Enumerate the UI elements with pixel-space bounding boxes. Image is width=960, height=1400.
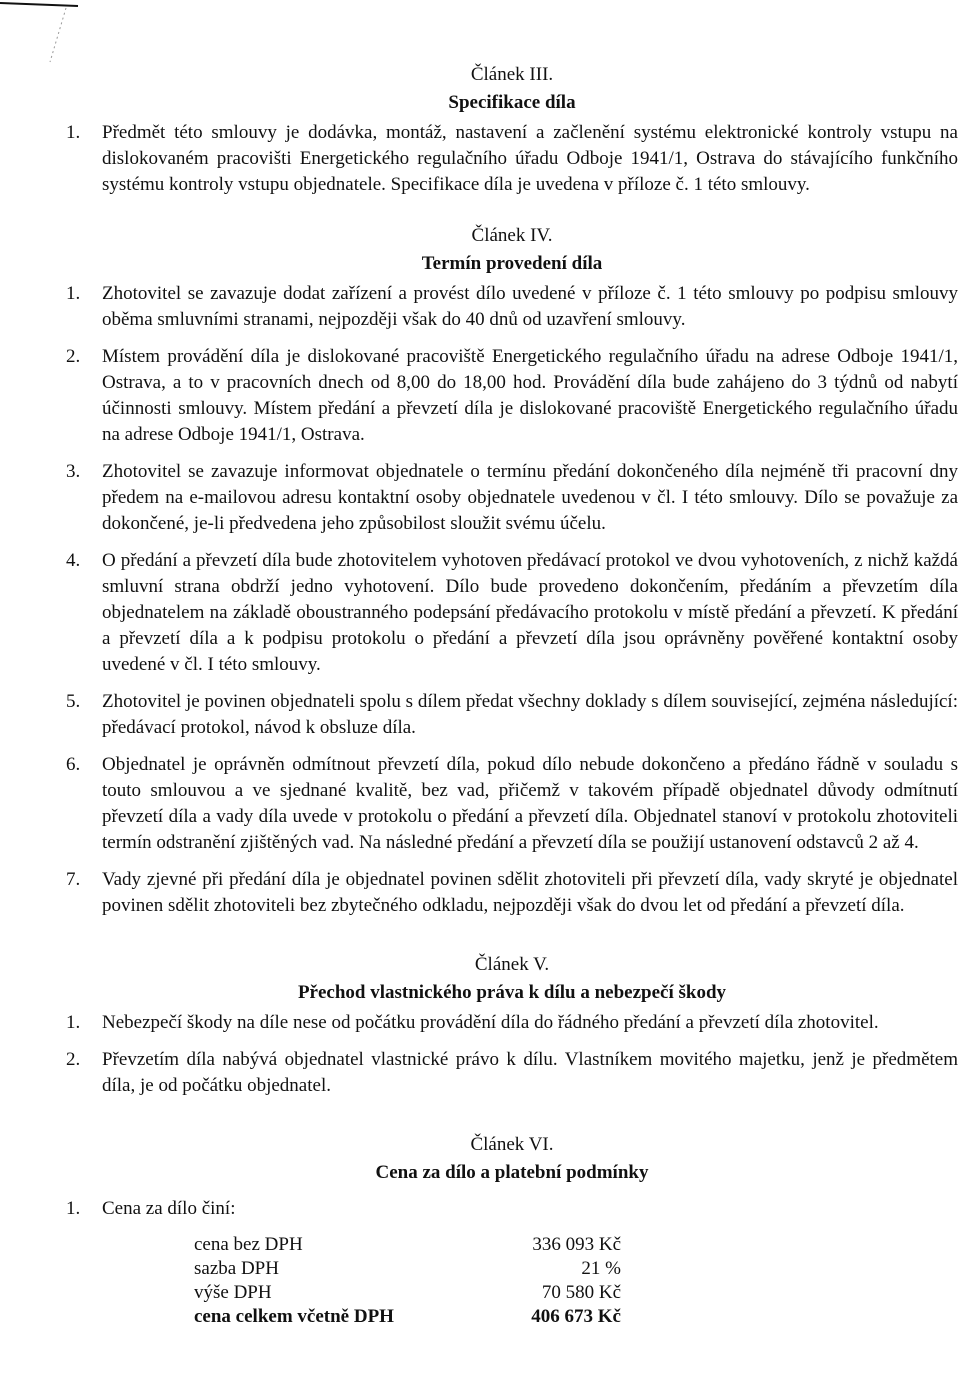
article-number: Článek IV. bbox=[471, 225, 553, 246]
clause bbox=[66, 689, 958, 741]
clause-number: 1. bbox=[66, 1198, 81, 1219]
clause-text: O předání a převzetí díla bude zhotovitelem vyhotoven předávací protokol ve dvou vyhotoveních, z nichž každá smluvní strana obdrží jedno vyhotovení. Dílo bude provedeno dokončením, předáním a převzetím díla objednatelem na základě oboustranného podepsání předávacího protokolu v místě předání a převzetí. K předání a převzetí díla a k podpisu protokolu o předání a převzetí díla jsou oprávněny pověřené kontaktní osoby uvedené v čl. I této smlouvy. bbox=[102, 550, 958, 675]
clause bbox=[66, 281, 958, 333]
clause-number: 1. bbox=[66, 1012, 81, 1033]
article-3 bbox=[66, 62, 958, 198]
article-6 bbox=[66, 1132, 958, 1329]
article-number: Článek VI. bbox=[470, 1134, 554, 1155]
clause-text: Objednatel je oprávněn odmítnout převzetí díla, pokud dílo nebude dokončeno a předáno řádně v souladu s touto smlouvou a ve sjednané kvalitě, bez vad, přičemž v takovém případě objednatel důvody odmítnutí převzetí díla a vady díla uvede v protokolu o předání a převzetí díla. Objednatel stanoví v protokolu zhotoviteli termín odstranění zjištěných vad. Na následné předání a převzetí díla se použijí ustanovení odstavců 2 až 4. bbox=[102, 754, 958, 853]
document-page bbox=[66, 62, 958, 1329]
clause-text: Převzetím díla nabývá objednatel vlastnické právo k dílu. Vlastníkem movitého majetku, jenž je předmětem díla, je od počátku objednatel. bbox=[102, 1049, 958, 1096]
clause bbox=[66, 867, 958, 919]
clause-text: Místem provádění díla je dislokované pracoviště Energetického regulačního úřadu na adrese Odboje 1941/1, Ostrava, a to v pracovních dnech od 8,00 do 18,00 hod. Provádění díla bude zahájeno do 3 týdnů od nabytí účinnosti smlouvy. Místem předání a převzetí díla je dislokované pracoviště Energetického regulačního úřadu na adrese Odboje 1941/1, Ostrava. bbox=[102, 346, 958, 445]
price-value: 336 093 Kč bbox=[532, 1234, 621, 1255]
clause-number: 2. bbox=[66, 1049, 81, 1070]
price-table bbox=[194, 1233, 621, 1329]
clause-number: 3. bbox=[66, 461, 81, 482]
price-total-row bbox=[194, 1305, 621, 1329]
clause-text: Zhotovitel se zavazuje informovat objednatele o termínu předání dokončeného díla nejméně tři pracovní dny předem na e-mailovou adresu kontaktní osoby objednatele uvedenou v čl. I této smlouvy. Dílo se považuje za dokončené, je-li předvedena jeho způsobilost sloužit svému účelu. bbox=[102, 461, 958, 534]
clause-text: Nebezpečí škody na díle nese od počátku provádění díla do řádného předání a převzetí díla zhotovitel. bbox=[102, 1012, 879, 1033]
clause-number: 4. bbox=[66, 550, 81, 571]
clause-text: Předmět této smlouvy je dodávka, montáž, nastavení a začlenění systému elektronické kontroly vstupu na dislokovaném pracovišti Energetického regulačního úřadu Odboje 1941/1, Ostrava do stávajícího funkčního systému kontroly vstupu objednatele. Specifikace díla je uvedena v příloze č. 1 této smlouvy. bbox=[102, 122, 958, 195]
clause-number: 1. bbox=[66, 122, 81, 143]
clause-text: Zhotovitel je povinen objednateli spolu s dílem předat všechny doklady s dílem související, zejména následující: předávací protokol, návod k obsluze díla. bbox=[102, 691, 958, 738]
clause bbox=[66, 548, 958, 678]
clause bbox=[66, 1196, 958, 1222]
price-label: cena bez DPH bbox=[194, 1234, 303, 1255]
price-value: 70 580 Kč bbox=[541, 1282, 621, 1303]
article-number: Článek V. bbox=[474, 954, 550, 975]
article-5 bbox=[66, 952, 958, 1099]
clause-text: Cena za dílo činí: bbox=[102, 1198, 236, 1219]
price-value: 21 % bbox=[581, 1258, 621, 1279]
clause bbox=[66, 344, 958, 448]
clause-text: Zhotovitel se zavazuje dodat zařízení a provést dílo uvedené v příloze č. 1 této smlouvy po podpisu smlouvy oběma smluvními stranami, nejpozději však do 40 dnů od uzavření smlouvy. bbox=[102, 283, 958, 330]
price-label: výše DPH bbox=[194, 1282, 272, 1303]
clause bbox=[66, 1047, 958, 1099]
price-value: 406 673 Kč bbox=[531, 1306, 621, 1327]
clause-number: 1. bbox=[66, 283, 81, 304]
clause-number: 6. bbox=[66, 754, 81, 775]
article-4 bbox=[66, 223, 958, 919]
price-label: cena celkem včetně DPH bbox=[194, 1306, 394, 1327]
article-number: Článek III. bbox=[470, 64, 554, 85]
article-title: Termín provedení díla bbox=[421, 253, 603, 274]
clause bbox=[66, 1010, 958, 1036]
clause bbox=[66, 459, 958, 537]
article-title: Specifikace díla bbox=[448, 92, 576, 113]
clause bbox=[66, 120, 958, 198]
price-label: sazba DPH bbox=[194, 1258, 279, 1279]
clause-number: 2. bbox=[66, 346, 81, 367]
clause bbox=[66, 752, 958, 856]
clause-number: 5. bbox=[66, 691, 81, 712]
article-title: Cena za dílo a platební podmínky bbox=[375, 1162, 649, 1183]
price-row bbox=[194, 1257, 621, 1281]
article-title: Přechod vlastnického práva k dílu a nebezpečí škody bbox=[297, 982, 727, 1003]
price-row bbox=[194, 1281, 621, 1305]
clause-number: 7. bbox=[66, 869, 81, 890]
clause-text: Vady zjevné při předání díla je objednatel povinen sdělit zhotoviteli při převzetí díla, vady skryté je objednatel povinen sdělit zhotoviteli bez zbytečného odkladu, nejpozději však do dvou let od předání a převzetí díla. bbox=[102, 869, 958, 916]
price-row bbox=[194, 1233, 621, 1257]
